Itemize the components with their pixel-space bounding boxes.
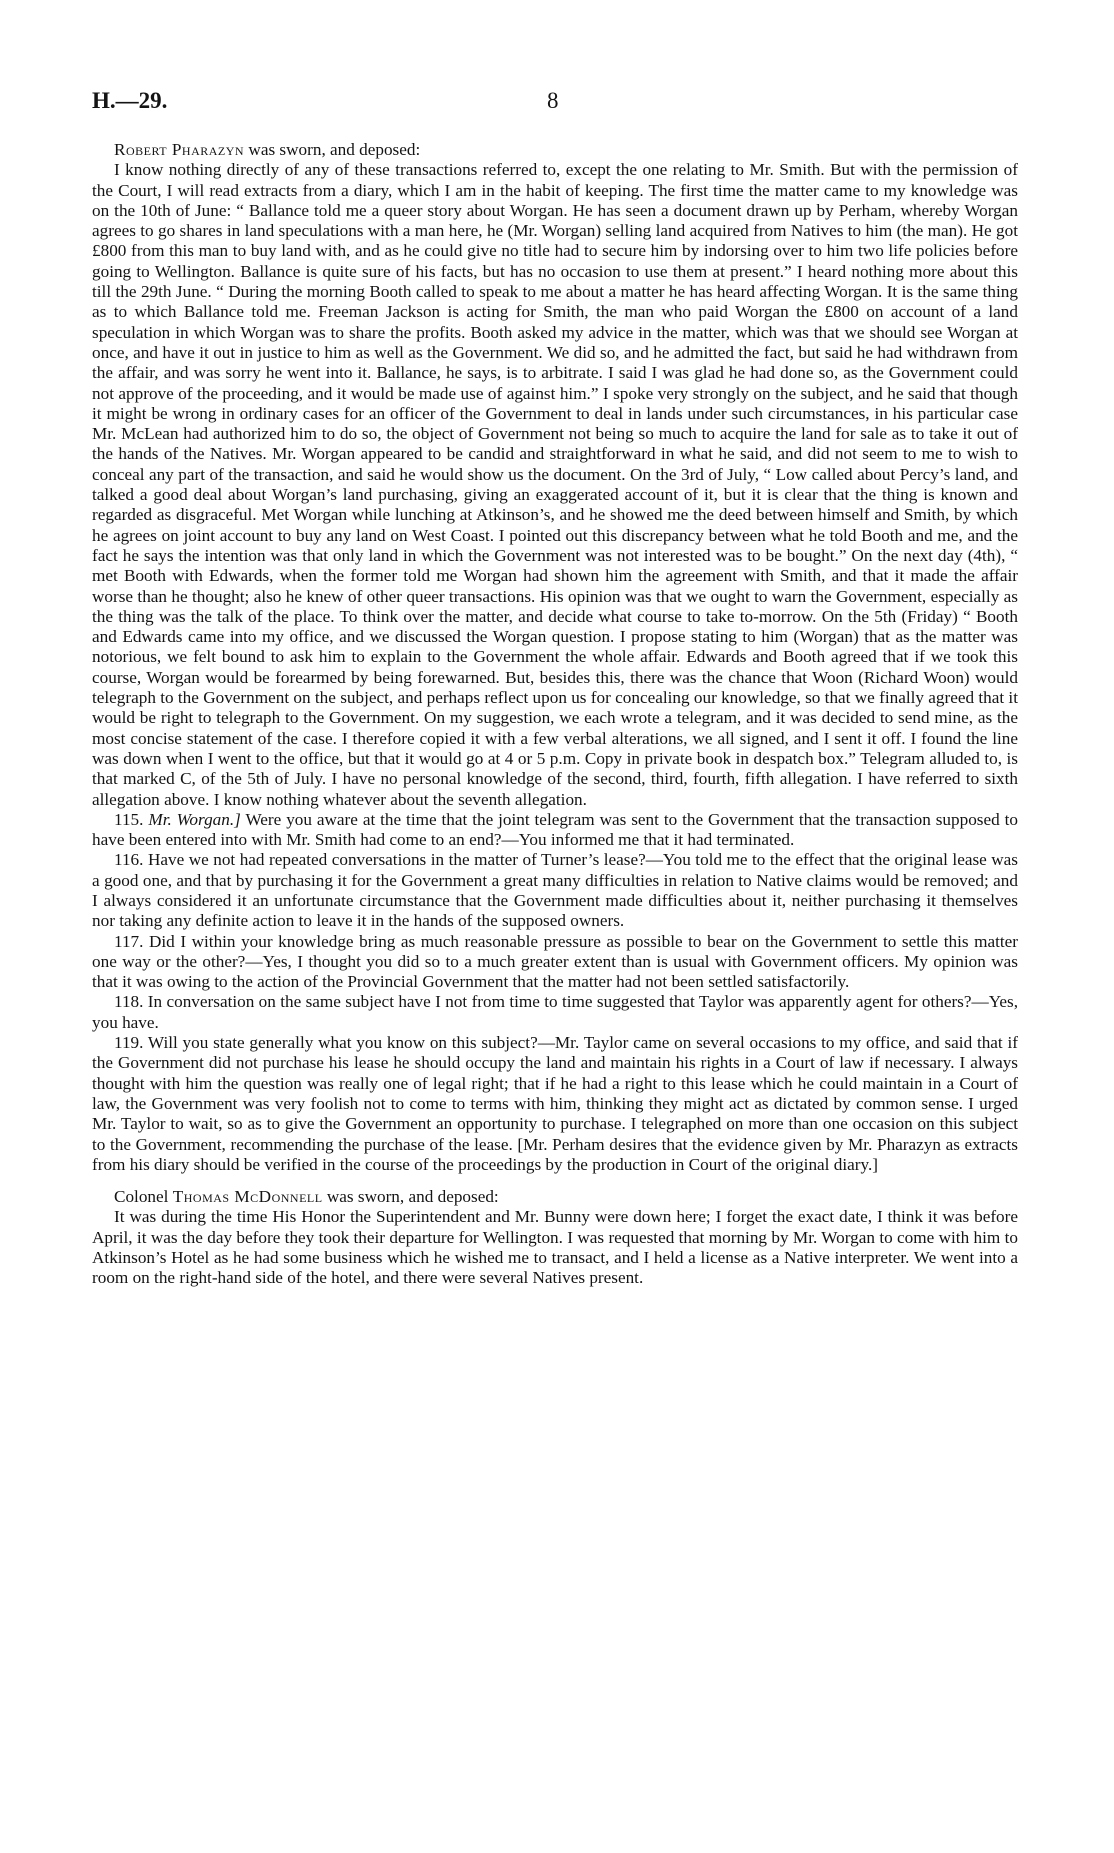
question-text: Were you aware at the time that the joint telegram was sent to the Government that the transaction supposed to have been entered into with Mr. Smith had come to an end?—You informed me that it had terminated.	[92, 809, 1019, 850]
question-number: 115.	[114, 809, 144, 829]
page-number: 8	[547, 88, 559, 113]
witness-title: Colonel	[114, 1187, 169, 1207]
document-reference: H.—29.	[92, 88, 168, 113]
pharazyn-statement: I know nothing directly of any of these transactions referred to, except the one relating to Mr. Smith. But with the permission of the Court, I will read extracts from a diary, which I am in the habit of keeping. The first time the matter came to my knowledge was on the 10th of June: “ Ballance told me a queer story about Worgan. He has seen a document drawn up by Perham, whereby Worgan agrees to go shares in land speculations with a man here, he (Mr. Worgan) selling land acquired from Natives to him (the man). He got £800 from this man to buy land with, and as he could give no title had to secure him by indorsing over to him two life policies before going to Wellington. Ballance is quite sure of his facts, but has no occasion to use them at present.” I heard nothing more about this till the 29th June. “ During the morning Booth called to speak to me about a matter he has heard affecting Worgan. It is the same thing as to which Ballance told me. Freeman Jackson is acting for Smith, the man who paid Worgan the £800 on account of a land speculation in which Worgan was to share the profits. Booth asked my advice in the matter, which was that we should see Worgan at once, and have it out in justice to him as well as the Government. We did so, and he admitted the fact, but said he had withdrawn from the affair, and was sorry he went into it. Ballance, he says, is to arbitrate. I said I was glad he had done so, as the Government could not approve of the proceeding, and it would be made use of against him.” I spoke very strongly on the subject, and he said that though it might be wrong in ordinary cases for an officer of the Government to deal in lands under such circumstances, in his particular case Mr. McLean had authorized him to do so, the object of Government not being so much to acquire the land for sale as to take it out of the hands of the Natives. Mr. Worgan appeared to be candid and straightforward in what he said, and did not seem to me to wish to conceal any part of the transaction, and said he would show us the document. On the 3rd of July, “ Low called about Percy’s land, and talked a good deal about Worgan’s land purchasing, giving an exaggerated account of it, but it is clear that the thing is known and regarded as disgraceful. Met Worgan while lunching at Atkinson’s, and he showed me the deed between himself and Smith, by which he agrees on joint account to buy any land on West Coast. I pointed out this discrepancy between what he told Booth and me, and the fact he says the intention was that only land in which the Government was not interested was to be bought.” On the next day (4th), “ met Booth with Edwards, when the former told me Worgan had shown him the agreement with Smith, and that it made the affair worse than he thought; also he knew of other queer transactions. His opinion was that we ought to warn the Government, especially as the thing was the talk of the place. To think over the matter, and decide what course to take to-morrow. On the 5th (Friday) “ Booth and Edwards came into my office, and we discussed the Worgan question. I propose stating to him (Worgan) that as the matter was notorious, we felt bound to ask him to explain to the Government the whole affair. Edwards and Booth agreed that if we took this course, Worgan would be forearmed by being forewarned. But, besides this, there was the chance that Woon (Richard Woon) would telegraph to the Government on the subject, and perhaps reflect upon us for concealing our knowledge, so that we finally agreed that it would be right to telegraph to the Government. On my suggestion, we each wrote a telegram, and it was decided to send mine, as the most concise statement of the case. I therefore copied it with a few verbal alterations, we all signed, and I sent it off. I found the line was down when I went to the office, but that it would go at 4 or 5 p.m. Copy in private book in despatch box.” Telegram alluded to, is that marked C, of the 5th of July. I have no personal knowledge of the second, third, fourth, fifth allegation. I have referred to sixth allegation above. I know nothing whatever about the seventh allegation.	[92, 160, 1018, 809]
witness-name: Robert Pharazyn	[114, 140, 245, 159]
witness-name: Thomas McDonnell	[172, 1187, 323, 1207]
sworn-text: was sworn, and deposed:	[248, 140, 421, 159]
question-speaker: Mr. Worgan.]	[148, 809, 241, 829]
witness-heading-mcdonnell	[92, 1187, 1018, 1207]
page-header	[92, 88, 1032, 116]
question-115	[92, 810, 1018, 851]
question-117: 117. Did I within your knowledge bring as much reasonable pressure as possible to bear on the Government to settle this matter one way or the other?—Yes, I thought you did so to a much greater extent than is usual with Government officers. My opinion was that it was owing to the action of the Provincial Government that the matter had not been settled satisfactorily.	[92, 931, 1018, 992]
witness-heading-pharazyn	[92, 140, 1018, 160]
page-body	[92, 140, 1018, 1289]
sworn-text: was sworn, and deposed:	[326, 1187, 499, 1207]
question-118: 118. In conversation on the same subject have I not from time to time suggested that Taylor was apparently agent for others?—Yes, you have.	[92, 992, 1018, 1032]
question-119: 119. Will you state generally what you know on this subject?—Mr. Taylor came on several occasions to my office, and said that if the Government did not purchase his lease he should occupy the land and maintain his rights in a Court of law if necessary. I always thought with him the question was really one of legal right; that if he had a right to this lease which he could maintain in a Court of law, the Government was very foolish not to come to terms with him, thinking they might act as dictated by common sense. I urged Mr. Taylor to wait, so as to give the Government an opportunity to purchase. I telegraphed on more than one occasion on this subject to the Government, recommending the purchase of the lease. [Mr. Perham desires that the evidence given by Mr. Pharazyn as extracts from his diary should be verified in the course of the proceedings by the production in Court of the original diary.]	[92, 1033, 1018, 1174]
question-116: 116. Have we not had repeated conversations in the matter of Turner’s lease?—You told me to the effect that the original lease was a good one, and that by purchasing it for the Government a great many difficulties in relation to Native claims would be removed; and I always considered it an unfortunate circumstance that the Government made difficulties about it, neither purchasing it themselves nor taking any definite action to leave it in the hands of the supposed owners.	[92, 850, 1018, 931]
mcdonnell-statement: It was during the time His Honor the Superintendent and Mr. Bunny were down here; I forget the exact date, I think it was before April, it was the day before they took their departure for Wellington. I was requested that morning by Mr. Worgan to come with him to Atkinson’s Hotel as he had some business which he wished me to transact, and I held a license as a Native interpreter. We went into a room on the right-hand side of the hotel, and there were several Natives present.	[92, 1207, 1018, 1288]
